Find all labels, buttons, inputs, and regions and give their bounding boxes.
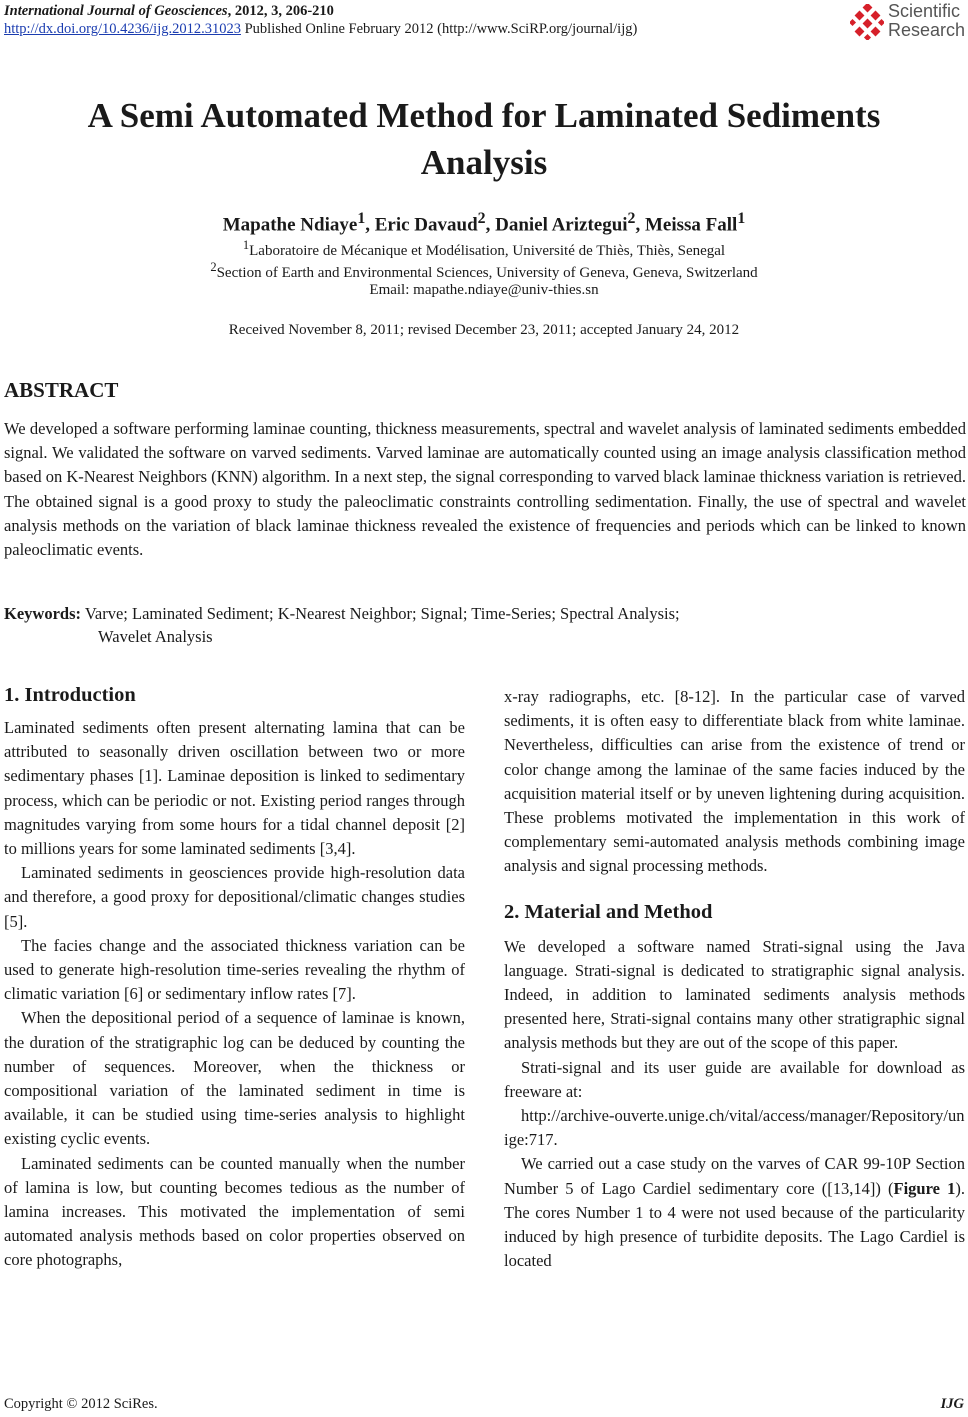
keywords-line-1 bbox=[4, 602, 964, 626]
author-separator: , bbox=[635, 214, 645, 236]
left-column bbox=[4, 680, 465, 1273]
paragraph-text: We carried out a case study on the varves of CAR 99-10P Section Number 5 of Lago Cardiel sedimentary core ([13,14]) ( bbox=[504, 1154, 965, 1198]
keywords-list: Varve; Laminated Sediment; K-Nearest Neighbor; Signal; Time-Series; Spectral Analysis; bbox=[81, 604, 680, 623]
abstract-heading: ABSTRACT bbox=[4, 378, 119, 402]
body-paragraph: Laminated sediments in geosciences provide high-resolution data and therefore, a good proxy for depositional/climatic changes studies [5]. bbox=[4, 863, 465, 931]
copyright-footer: Copyright © 2012 SciRes. bbox=[4, 1396, 158, 1412]
affiliation-text: Laboratoire de Mécanique et Modélisation, Université de Thiès, Thiès, Senegal bbox=[249, 243, 726, 259]
journal-name: International Journal of Geosciences bbox=[4, 3, 228, 19]
affiliation-marker: 2 bbox=[210, 260, 217, 274]
logo-line-scientific: Scientific bbox=[888, 1, 961, 21]
affiliation-2 bbox=[0, 260, 968, 282]
body-paragraph bbox=[504, 1152, 965, 1273]
author-list bbox=[0, 210, 968, 236]
author: Daniel Ariztegui bbox=[495, 214, 628, 236]
keywords-line-2: Wavelet Analysis bbox=[98, 627, 213, 646]
journal-citation bbox=[4, 2, 637, 20]
logo-line-research: Research bbox=[888, 20, 966, 40]
author-email: Email: mapathe.ndiaye@univ-thies.sn bbox=[369, 282, 599, 298]
body-paragraph: The facies change and the associated thickness variation can be used to generate high-resolution time-series revealing the rhythm of climatic variation [6] or sedimentary inflow rates [7]. bbox=[4, 935, 465, 1004]
published-online: Published Online February 2012 (http://www.SciRP.org/journal/ijg) bbox=[240, 21, 638, 37]
author: Eric Davaud bbox=[374, 214, 478, 236]
title-line-1: A Semi Automated Method for Laminated Sediments bbox=[87, 96, 881, 135]
section-heading-material-method: 2. Material and Method bbox=[504, 900, 713, 923]
paper-title bbox=[0, 92, 968, 186]
body-paragraph: Laminated sediments can be counted manually when the number of lamina is low, but counting becomes tedious as the number of lamina increases. This motivated the implementation of semi automated analysis methods based on color properties observed on core photographs, bbox=[4, 1153, 465, 1270]
title-line-2: Analysis bbox=[420, 143, 548, 182]
keywords-label: Keywords: bbox=[4, 604, 81, 623]
scirp-logo bbox=[850, 2, 968, 44]
affiliation-marker: 1 bbox=[242, 238, 250, 252]
doi-link[interactable]: http://dx.doi.org/10.4236/ijg.2012.31023 bbox=[4, 21, 241, 37]
author: Meissa Fall bbox=[644, 214, 738, 236]
body-paragraph: Strati-signal and its user guide are available for download as freeware at: bbox=[504, 1057, 965, 1101]
author-affil-marker: 2 bbox=[627, 210, 636, 227]
paragraph-text: ). The cores Number 1 to 4 were not used because of the particularity induced by high presence of turbidite deposits. The Lago Cardiel is located bbox=[504, 1178, 965, 1271]
author-affil-marker: 1 bbox=[357, 210, 366, 227]
scirp-logo-text bbox=[888, 2, 965, 40]
author-affil-marker: 2 bbox=[477, 210, 486, 227]
received-dates: Received November 8, 2011; revised December 23, 2011; accepted January 24, 2012 bbox=[228, 322, 740, 338]
scirp-logo-icon bbox=[850, 4, 884, 40]
software-url: http://archive-ouverte.unige.ch/vital/access/manager/Repository/unige:717. bbox=[504, 1106, 965, 1150]
journal-volume-pages: , 2012, 3, 206-210 bbox=[227, 3, 334, 19]
body-paragraph: x-ray radiographs, etc. [8-12]. In the particular case of varved sediments, it is often easy to differentiate black from white laminae. Nevertheless, difficulties can arise from the existence of trend or color change among the laminae of the same facies induced by the acquisition material itself or by uneven lightening during acquisition. These problems motivated the implementation in this work of complementary semi-automated analysis methods combining image analysis and signal processing methods. bbox=[504, 687, 965, 876]
author-affil-marker: 1 bbox=[737, 210, 746, 227]
author-separator: , bbox=[365, 214, 375, 236]
running-header bbox=[4, 2, 637, 38]
body-paragraph: Laminated sediments often present alternating lamina that can be attributed to seasonally driven oscillation between two or more sedimentary phases [1]. Laminae deposition is linked to sedimentary process, which can be periodic or not. Existing period ranges through magnitudes varying from some hours for a tidal channel deposit [2] to millions years for some laminated sediments [3,4]. bbox=[4, 718, 465, 859]
right-column bbox=[504, 685, 965, 1273]
section-heading-introduction: 1. Introduction bbox=[4, 684, 136, 706]
abstract-text: We developed a software performing laminae counting, thickness measurements, spectral and wavelet analysis of laminated sediments embedded signal. We validated the software on varved sediments. Varved laminae are automatically counted using an image analysis classification method based on K-Nearest Neighbors (KNN) algorithm. In a next step, the signal corresponding to varved black laminae thickness variation is retrieved. The obtained signal is a good proxy to study the paleoclimatic constraints controlling sedimentation. Finally, the use of spectral and wavelet analysis methods on the variation of black laminae thickness revealed the existence of frequencies and periods which can be linked to known paleoclimatic events. bbox=[4, 419, 966, 560]
body-paragraph: We developed a software named Strati-signal using the Java language. Strati-signal is dedicated to stratigraphic signal analysis. Indeed, in addition to laminated sediments analysis methods presented here, Strati-signal contains many other stratigraphic signal analysis methods but they are out of the scope of this paper. bbox=[504, 936, 965, 1053]
body-paragraph: When the depositional period of a sequence of laminae is known, the duration of the stratigraphic log can be deduced by counting the number of sequences. Moreover, when the thickness or compositional variation of the laminated sediment in time is available, it can be studied using time-series analysis to highlight existing cyclic events. bbox=[4, 1008, 465, 1149]
author-separator: , bbox=[485, 214, 496, 236]
journal-abbreviation: IJG bbox=[940, 1396, 964, 1412]
affiliation-1 bbox=[0, 238, 968, 260]
doi-line bbox=[4, 20, 637, 38]
figure-reference[interactable]: Figure 1 bbox=[893, 1178, 956, 1198]
author: Mapathe Ndiaye bbox=[222, 214, 358, 236]
affiliation-text: Section of Earth and Environmental Sciences, University of Geneva, Geneva, Switzerland bbox=[216, 265, 758, 281]
